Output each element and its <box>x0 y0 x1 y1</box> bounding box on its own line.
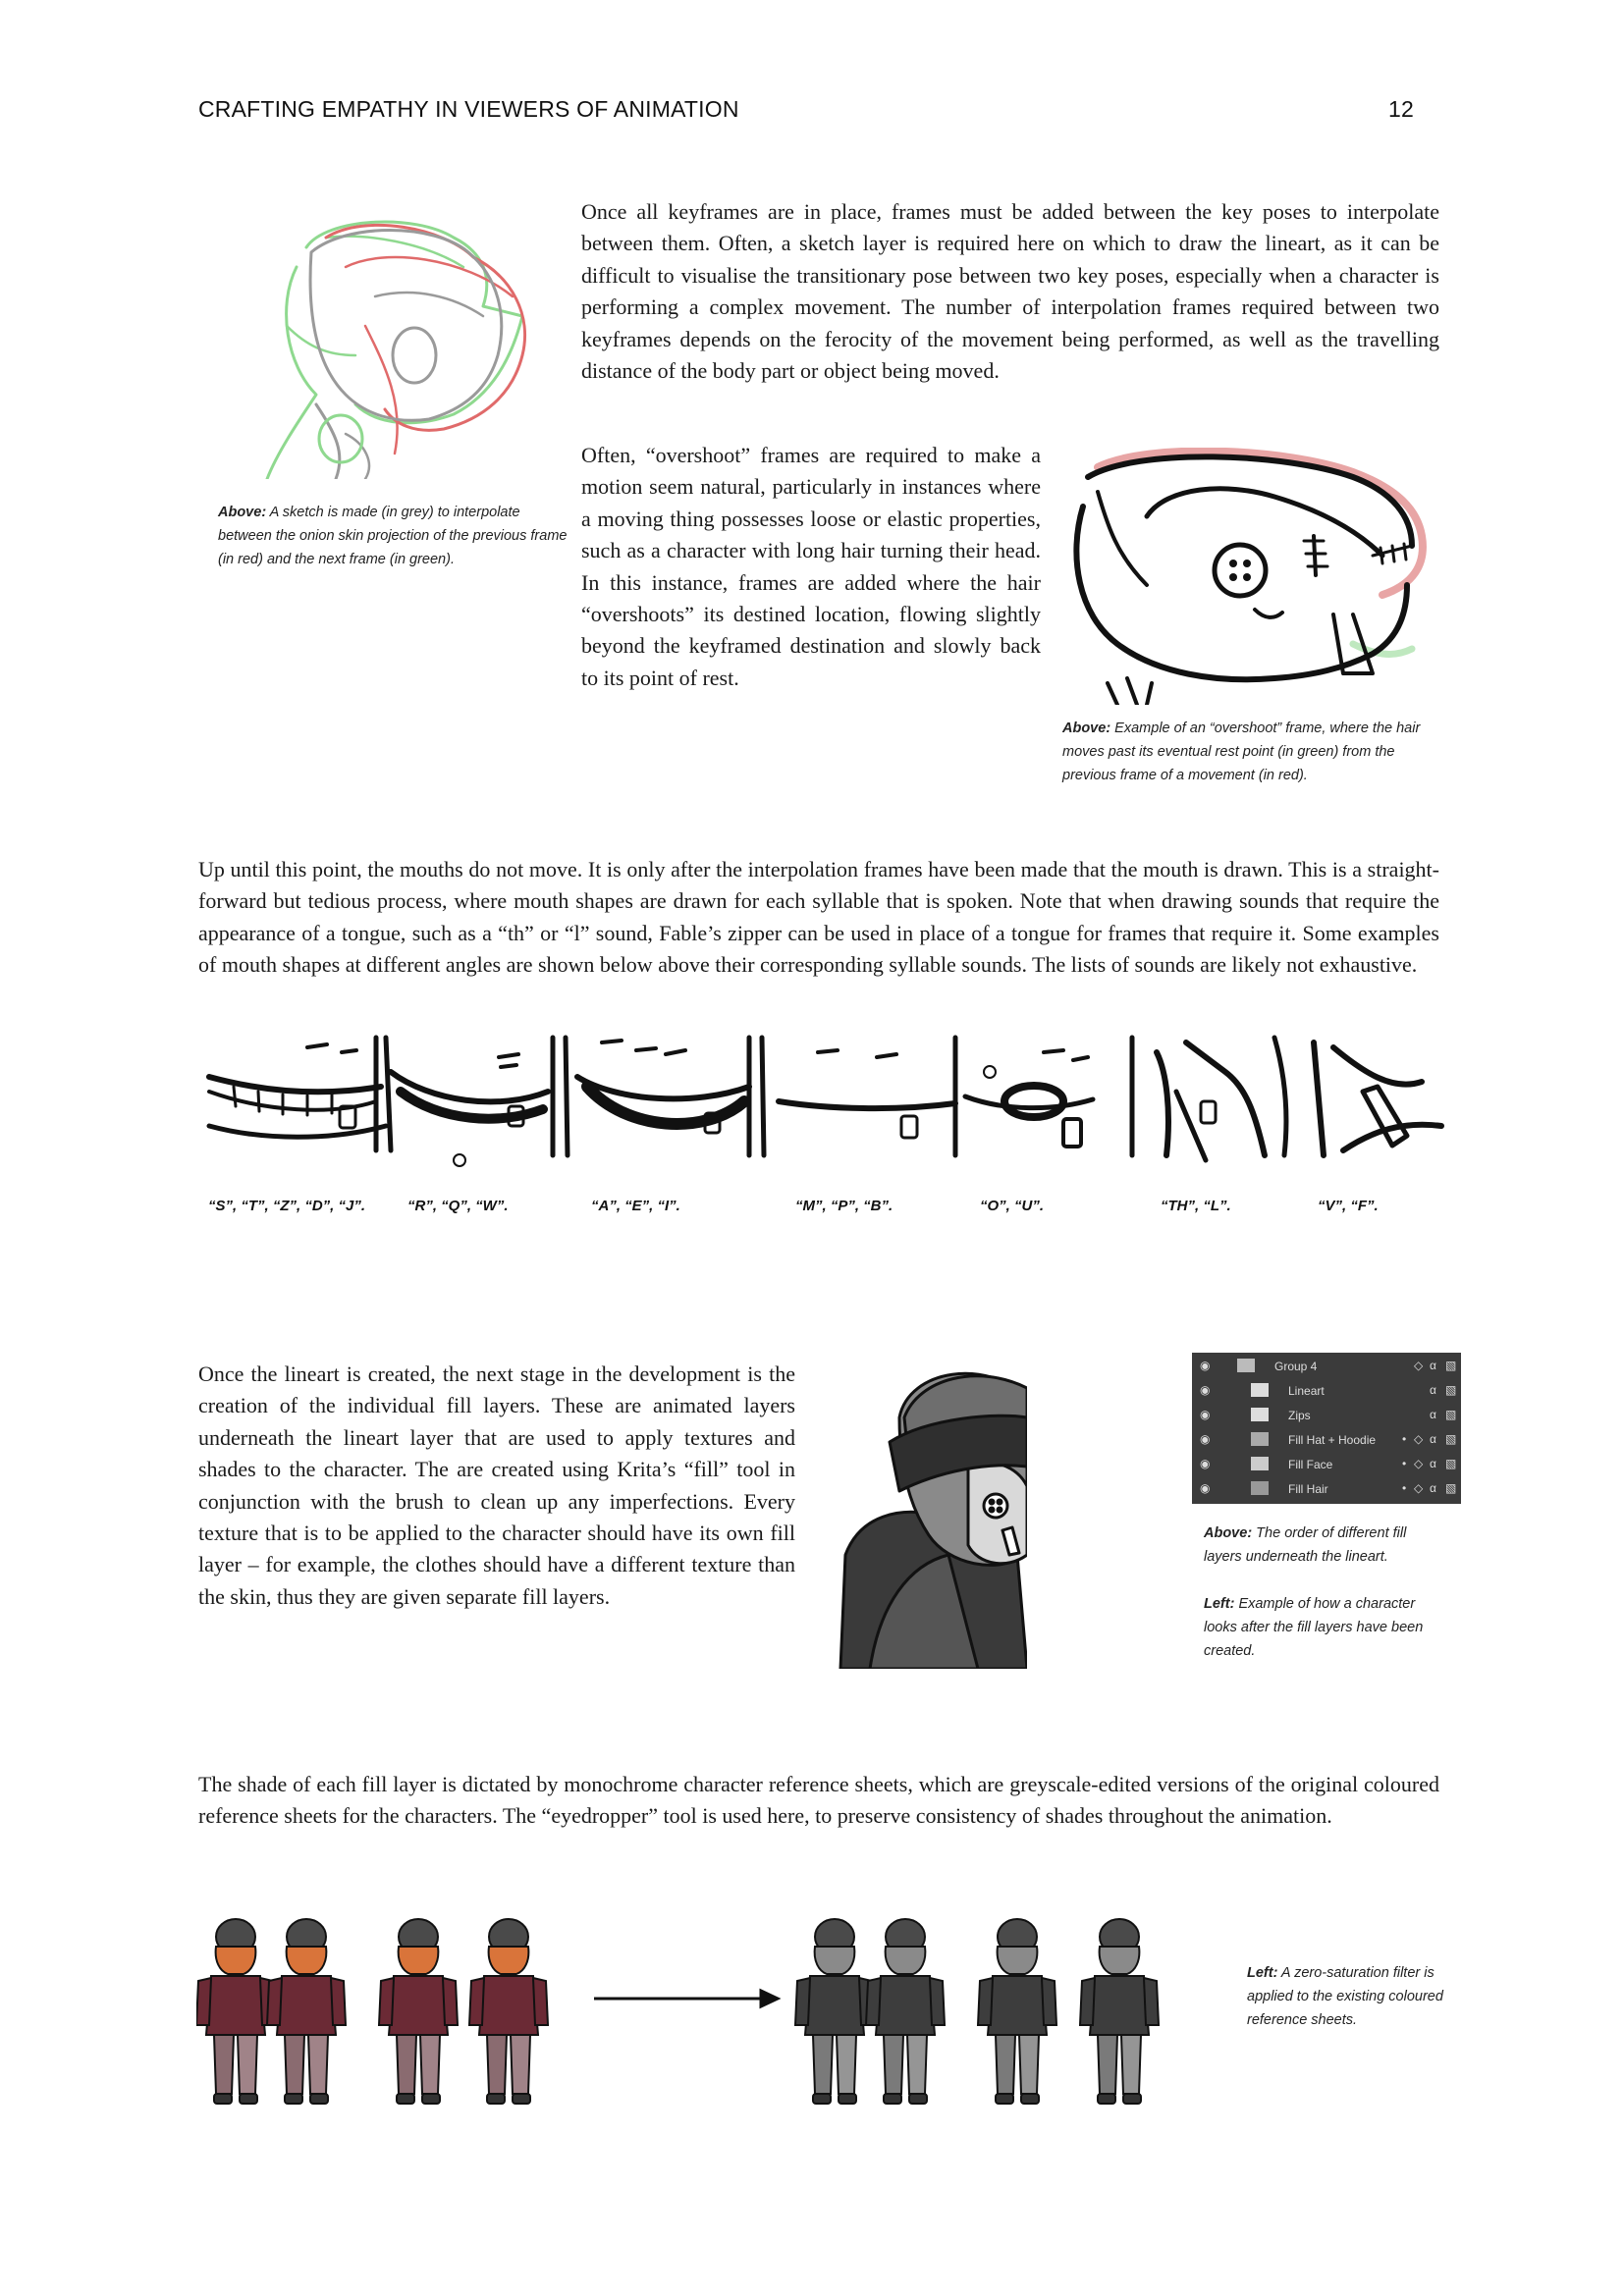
layer-thumbnail <box>1251 1408 1269 1421</box>
layer-row-fill-hair[interactable] <box>1192 1477 1461 1502</box>
overshoot-caption: Above: Example of an “overshoot” frame, where the hair moves past its eventual rest point (in green) from the previous frame of a movement (in red). <box>1062 721 1421 783</box>
paragraph-fill-layers: Once the lineart is created, the next stage in the development is the creation of the individual fill layers. These are animated layers underneath the lineart layer that are used to apply textures and shades to the character. The are created using Krita’s “fill” tool in conjunction with the brush to clean up any imperfections. Every texture that is to be applied to the character should have its own fill layer – for example, the clothes should have a different texture than the skin, thus they are given separate fill layers. <box>198 1362 795 1609</box>
overshoot-figure <box>1058 448 1436 705</box>
reference-sheets-figure <box>196 1912 1188 2109</box>
layer-thumbnail <box>1251 1383 1269 1397</box>
mouth-panel-6 <box>1157 1038 1286 1160</box>
pin-icon[interactable]: • <box>1402 1481 1407 1495</box>
mouth-shapes-strip <box>204 1033 1449 1172</box>
filled-character-figure <box>831 1359 1027 1669</box>
mouth-panel-4 <box>779 1038 955 1155</box>
paragraph-mouths: Up until this point, the mouths do not move. It is only after the interpolation frames have been made that the mouth is drawn. This is a straight-forward but tedious process, where mouth shapes are drawn for each syllable that is spoken. Note that when drawing sounds that require the appearance of a tongue, such as a “th” or “l” sound, Fable’s zipper can be used in place of a tongue for frames that require it. Some examples of mouth shapes at different angles are shown below above their corresponding syllable sounds. The lists of sounds are likely not exhaustive. <box>198 857 1439 978</box>
inherit-icon[interactable]: ▧ <box>1445 1481 1457 1495</box>
inherit-icon[interactable]: ▧ <box>1445 1432 1457 1446</box>
layer-name: Fill Face <box>1288 1458 1333 1471</box>
layer-row-fill-face[interactable] <box>1192 1453 1461 1477</box>
running-header: CRAFTING EMPATHY IN VIEWERS OF ANIMATION <box>198 96 739 122</box>
mouth-label-7: “V”, “F”. <box>1318 1198 1379 1214</box>
mouth-label-2: “R”, “Q”, “W”. <box>407 1198 509 1214</box>
eye-icon[interactable]: ◉ <box>1200 1359 1211 1372</box>
paragraph-monochrome: The shade of each fill layer is dictated by monochrome character reference sheets, which are greyscale-edited versions of the original coloured reference sheets for the characters. The “eyedropper” tool is used here, to preserve consistency of shades throughout the animation. <box>198 1772 1439 1829</box>
pin-icon[interactable]: • <box>1402 1432 1407 1446</box>
layer-thumbnail <box>1251 1457 1269 1470</box>
alpha-icon[interactable]: α <box>1430 1432 1436 1446</box>
filled-character-illustration <box>831 1359 1027 1669</box>
inherit-icon[interactable]: ▧ <box>1445 1383 1457 1397</box>
pin-icon[interactable]: • <box>1402 1457 1407 1470</box>
eye-icon[interactable]: ◉ <box>1200 1432 1211 1446</box>
sketch-onion-skin-figure <box>218 208 552 479</box>
fill-example-caption: Left: Example of how a character looks after the fill layers have been created. <box>1204 1596 1424 1659</box>
sketch-illustration <box>218 208 552 479</box>
overshoot-illustration <box>1058 448 1436 705</box>
layer-row-group[interactable] <box>1192 1355 1461 1379</box>
eye-icon[interactable]: ◉ <box>1200 1481 1211 1495</box>
layers-panel <box>1192 1353 1461 1504</box>
alpha-icon[interactable]: α <box>1430 1408 1436 1421</box>
alpha-icon[interactable]: α <box>1430 1457 1436 1470</box>
layer-thumbnail <box>1251 1432 1269 1446</box>
arrow <box>594 1991 778 2006</box>
mouth-panel-5 <box>965 1038 1132 1155</box>
layer-row-lineart[interactable] <box>1192 1379 1461 1404</box>
layer-row-zips[interactable] <box>1192 1404 1461 1428</box>
layer-thumbnail <box>1237 1359 1255 1372</box>
mouth-panel-1 <box>209 1038 391 1150</box>
mouth-shapes-illustration <box>204 1033 1449 1172</box>
mouth-label-4: “M”, “P”, “B”. <box>795 1198 893 1214</box>
mouth-label-3: “A”, “E”, “I”. <box>591 1198 680 1214</box>
paragraph-interpolation: Once all keyframes are in place, frames must be added between the key poses to interpolate between them. Often, a sketch layer is required here on which to draw the lineart, as it can be difficult to visualise the transitionary pose between two key poses, especially when a character is performing a complex movement. The number of interpolation frames required between two keyframes depends on the ferocity of the movement being performed, as well as the travelling distance of the body part or object being moved. <box>581 199 1439 384</box>
eye-icon[interactable]: ◉ <box>1200 1457 1211 1470</box>
alpha-icon[interactable]: α <box>1430 1359 1436 1372</box>
inherit-icon[interactable]: ▧ <box>1445 1457 1457 1470</box>
lock-icon[interactable]: ◇ <box>1414 1359 1424 1372</box>
layer-row-fill-hat-hoodie[interactable] <box>1192 1428 1461 1453</box>
mouth-label-6: “TH”, “L”. <box>1161 1198 1231 1214</box>
layer-name: Group 4 <box>1274 1360 1318 1373</box>
page-number: 12 <box>1388 96 1414 122</box>
inherit-icon[interactable]: ▧ <box>1445 1408 1457 1421</box>
layers-caption: Above: The order of different fill layers underneath the lineart. <box>1204 1525 1407 1565</box>
mouth-label-1: “S”, “T”, “Z”, “D”, “J”. <box>208 1198 366 1214</box>
sketch-caption: Above: A sketch is made (in grey) to interpolate between the onion skin projection of the previous frame (in red) and the next frame (in green). <box>218 505 568 567</box>
layer-name: Fill Hat + Hoodie <box>1288 1433 1377 1447</box>
inherit-icon[interactable]: ▧ <box>1445 1359 1457 1372</box>
mouth-panel-2 <box>391 1038 568 1166</box>
greyscale-reference-sheet <box>795 1919 1159 2104</box>
layer-name: Lineart <box>1288 1384 1325 1398</box>
layer-name: Zips <box>1288 1409 1311 1422</box>
layer-name: Fill Hair <box>1288 1482 1328 1496</box>
mouth-panel-3 <box>577 1038 764 1155</box>
saturation-caption: Left: A zero-saturation filter is applied to the existing coloured reference sheets. <box>1247 1965 1443 2028</box>
reference-sheets-illustration <box>196 1912 1188 2109</box>
eye-icon[interactable]: ◉ <box>1200 1408 1211 1421</box>
lock-icon[interactable]: ◇ <box>1414 1432 1424 1446</box>
paragraph-overshoot: Often, “overshoot” frames are required to make a motion seem natural, particularly in instances where a moving thing possesses loose or elastic properties, such as a character with long hair turning their head. In this instance, frames are added where the hair “overshoots” its destined location, flowing slightly beyond the keyframed destination and slowly back to its point of rest. <box>581 443 1041 690</box>
coloured-reference-sheet <box>196 1919 548 2104</box>
alpha-icon[interactable]: α <box>1430 1481 1436 1495</box>
lock-icon[interactable]: ◇ <box>1414 1481 1424 1495</box>
mouth-panel-7 <box>1314 1042 1441 1155</box>
eye-icon[interactable]: ◉ <box>1200 1383 1211 1397</box>
layer-thumbnail <box>1251 1481 1269 1495</box>
mouth-label-5: “O”, “U”. <box>980 1198 1045 1214</box>
lock-icon[interactable]: ◇ <box>1414 1457 1424 1470</box>
alpha-icon[interactable]: α <box>1430 1383 1436 1397</box>
